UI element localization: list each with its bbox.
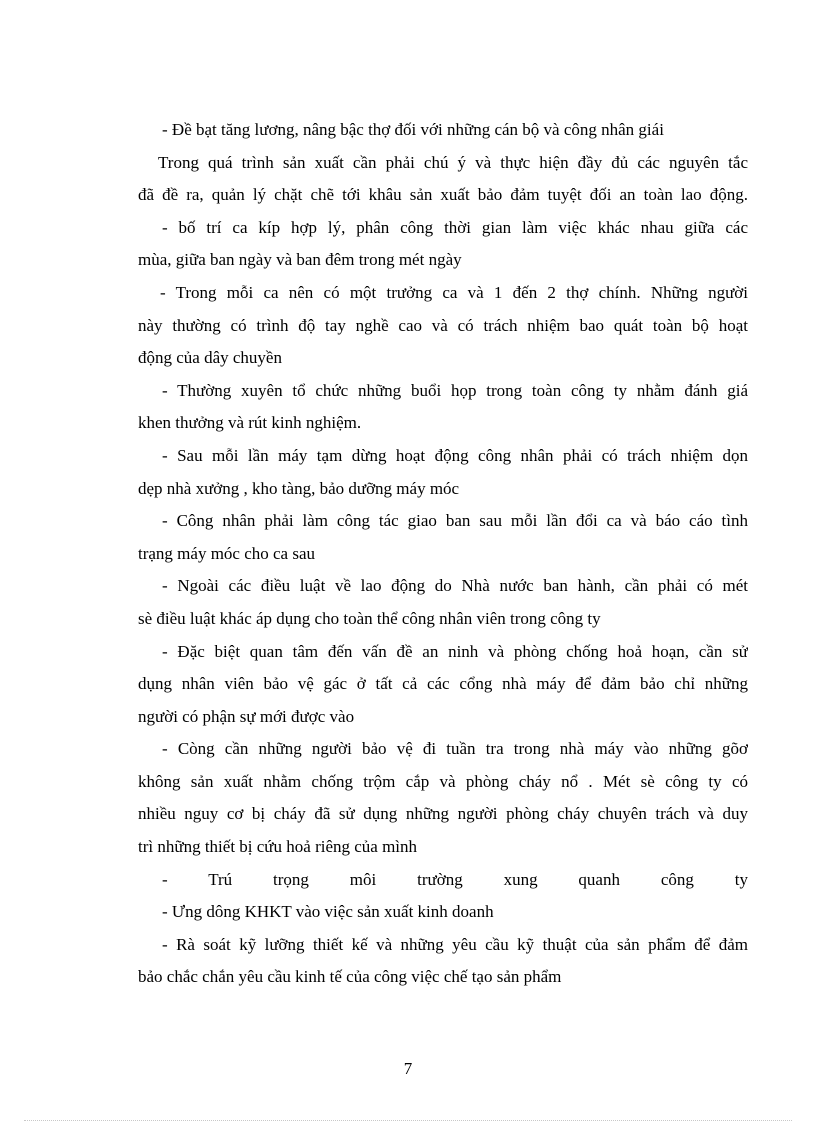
bullet-regulations-line-1: - Ngoài các điều luật về lao động do Nhà nước ban hành, cần phải có mét: [162, 576, 748, 596]
bullet-shift-line-2: mùa, giữa ban ngày và ban đêm trong mét ngày: [138, 250, 462, 270]
bullet-patrol-line-4: trì những thiết bị cứu hoả riêng của mình: [138, 837, 418, 857]
page-number: 7: [403, 1059, 413, 1078]
bullet-handover-line-1: - Công nhân phải làm công tác giao ban sau mỗi lần đổi ca và báo cáo tình: [162, 511, 748, 531]
page-bottom-divider: [24, 1120, 792, 1121]
bullet-meetings-line-1: - Thường xuyên tổ chức những buổi họp trong toàn công ty nhằm đánh giá: [162, 380, 748, 400]
bullet-shift-leader-line-3: động của dây chuyền: [138, 348, 282, 368]
bullet-shift-leader-line-1: - Trong mỗi ca nên có một trưởng ca và 1 đến 2 thợ chính. Những người: [160, 282, 748, 302]
bullet-technology-line: - Ưng dông KHKT vào việc sản xuất kinh doanh: [162, 902, 494, 922]
bullet-regulations-line-2: sè điều luật khác áp dụng cho toàn thể công nhân viên trong công ty: [138, 608, 601, 628]
paragraph-production-line-1: Trong quá trình sản xuất cần phải chú ý và thực hiện đầy đủ các nguyên tắc: [158, 152, 748, 172]
bullet-promotion-line: - Đề bạt tăng lương, nâng bậc thợ đối với những cán bộ và công nhân giái: [162, 120, 664, 139]
bullet-patrol-line-2: không sản xuất nhằm chống trộm cắp và phòng cháy nổ . Mét sè công ty có: [138, 771, 748, 791]
bullet-patrol-line-1: - Còng cần những người bảo vệ đi tuần tra trong nhà máy vào những gõơ: [162, 739, 748, 759]
bullet-review-line-2: bảo chắc chắn yêu cầu kinh tế của công việc chế tạo sản phẩm: [138, 967, 562, 987]
paragraph-production-line-2: đã đề ra, quản lý chặt chẽ tới khâu sản xuất bảo đảm tuyệt đối an toàn lao động.: [138, 185, 748, 205]
bullet-security-line-3: người có phận sự mới được vào: [138, 706, 355, 726]
bullet-cleanup-line-1: - Sau mỗi lần máy tạm dừng hoạt động công nhân phải có trách nhiệm dọn: [162, 445, 748, 465]
bullet-security-line-2: dụng nhân viên bảo vệ gác ở tất cả các cổng nhà máy để đảm bảo chỉ những: [138, 674, 748, 694]
bullet-cleanup-line-2: dẹp nhà xưởng , kho tàng, bảo dưỡng máy móc: [138, 478, 460, 498]
bullet-environment-line: - Trú trọng môi trường xung quanh công ty: [162, 869, 748, 889]
document-body: [138, 114, 748, 994]
bullet-patrol-line-3: nhiều nguy cơ bị cháy đã sử dụng những người phòng cháy chuyên trách và duy: [138, 804, 748, 824]
bullet-meetings-line-2: khen thưởng và rút kinh nghiệm.: [138, 413, 362, 433]
bullet-security-line-1: - Đặc biệt quan tâm đến vấn đề an ninh và phòng chống hoả hoạn, cần sử: [162, 641, 748, 661]
bullet-shift-line-1: - bố trí ca kíp hợp lý, phân công thời gian làm việc khác nhau giữa các: [162, 217, 748, 237]
bullet-review-line-1: - Rà soát kỹ lưỡng thiết kế và những yêu cầu kỹ thuật của sản phẩm để đảm: [162, 934, 748, 954]
bullet-shift-leader-line-2: này thường có trình độ tay nghề cao và có trách nhiệm bao quát toàn bộ hoạt: [138, 315, 748, 335]
bullet-handover-line-2: trạng máy móc cho ca sau: [138, 543, 316, 563]
